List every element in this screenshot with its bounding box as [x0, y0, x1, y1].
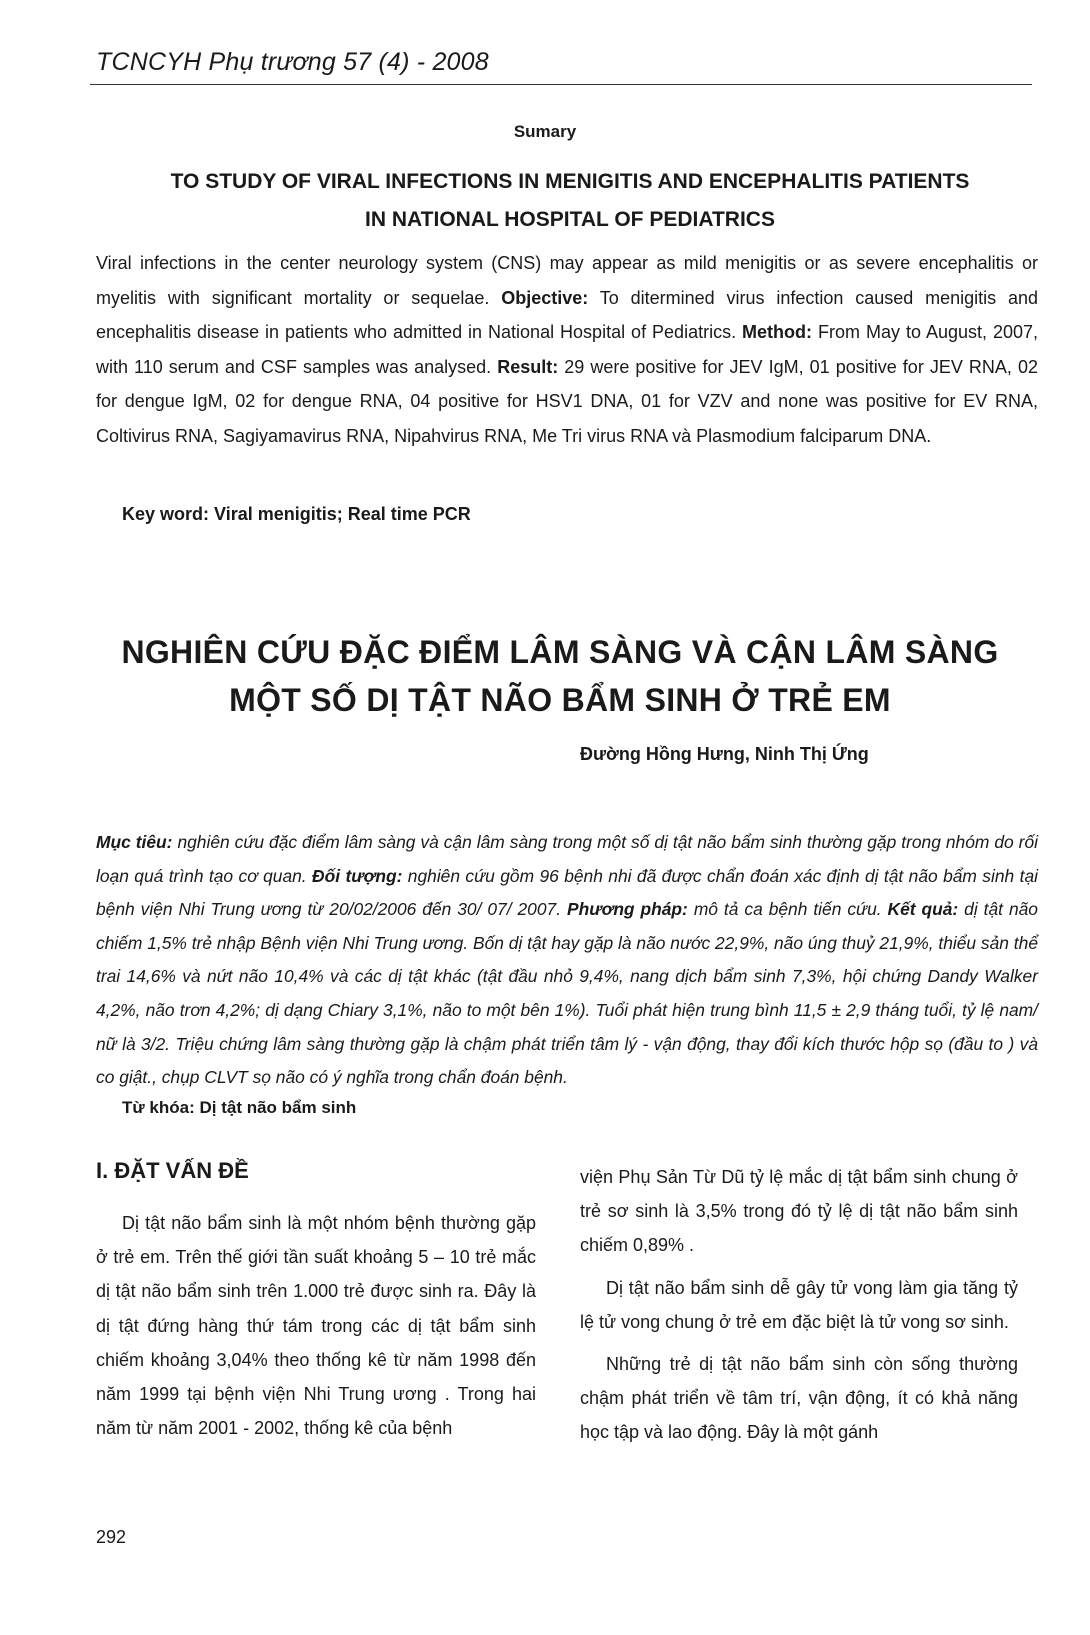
summary-method-label: Method: — [742, 322, 813, 342]
article-title-line-2: MỘT SỐ DỊ TẬT NÃO BẨM SINH Ở TRẺ EM — [229, 682, 891, 718]
summary-objective-label: Objective: — [501, 287, 589, 308]
abstract-method-label: Phương pháp: — [567, 899, 688, 920]
body-paragraph: viện Phụ Sản Từ Dũ tỷ lệ mắc dị tật bẩm sinh chung ở trẻ sơ sinh là 3,5% trong đó tỷ lệ dị tật não bẩm sinh chiếm 0,89% . — [580, 1167, 1018, 1256]
abstract-result-text: dị tật não chiếm 1,5% trẻ nhập Bệnh viện Nhi Trung ương. Bốn dị tật hay gặp là não nước 22,9%, não úng thuỷ 21,9%, thiểu sản thể trai 14,6% và nứt não 10,4% và các dị tật khác (tật đầu nhỏ 9,4%, nang dịch bẩm sinh 7,3%, hội chứng Dandy Walker 4,2%, não trơn 4,2%; dị dạng Chiary 3,1%, não to một bên 1%). Tuổi phát hiện trung bình 11,5 ± 2,9 tháng tuổi, tỷ lệ nam/ nữ là 3/2. Triệu chứng lâm sàng thường gặp là chậm phát triển tâm lý - vận động, thay đổi kích thước hộp sọ (đầu to ) và co giật., chụp CLVT sọ não có ý nghĩa trong chẩn đoán bệnh. — [96, 899, 1038, 1088]
abstract-objective-label: Mục tiêu: — [96, 832, 173, 852]
summary-title — [100, 163, 1040, 239]
summary-result-text: 29 were positive for JEV IgM, 01 positive for JEV RNA, 02 for dengue IgM, 02 for dengue RNA, 04 positive for HSV1 DNA, 01 for VZV and none was positive for EV RNA, Coltivirus RNA, Sagiyamavirus RNA, Nipahvirus RNA, Me Tri virus RNA và Plasmodium falciparum DNA. — [96, 356, 1038, 446]
abstract-subject-text: nghiên cứu gồm 96 bệnh nhi đã được chẩn đoán xác định dị tật não bẩm sinh tại bệnh viện Nhi Trung ương từ 20/02/2006 đến 30/ 07/ 2007. — [96, 865, 1038, 920]
summary-title-line-1: TO STUDY OF VIRAL INFECTIONS IN MENIGITIS AND ENCEPHALITIS PATIENTS — [170, 170, 970, 193]
article-title — [80, 628, 1040, 724]
body-column-left — [96, 1206, 536, 1453]
summary-intro: Viral infections in the center neurology system (CNS) may appear as mild menigitis or as severe encephalitis or myelitis with significant mortality or sequelae. — [96, 253, 1038, 308]
running-head: TCNCYH Phụ trương 57 (4) - 2008 — [96, 48, 489, 76]
article-title-line-1: NGHIÊN CỨU ĐẶC ĐIỂM LÂM SÀNG VÀ CẬN LÂM SÀNG — [121, 634, 999, 670]
body-paragraph: Dị tật não bẩm sinh dễ gây tử vong làm gia tăng tỷ lệ tử vong chung ở trẻ em đặc biệt là tử vong sơ sinh. — [580, 1277, 1018, 1332]
summary-title-line-2: IN NATIONAL HOSPITAL OF PEDIATRICS — [365, 208, 775, 231]
summary-abstract — [96, 246, 1038, 453]
article-authors: Đường Hồng Hưng, Ninh Thị Ứng — [580, 744, 869, 764]
section-heading: I. ĐẶT VẤN ĐỀ — [96, 1158, 249, 1183]
abstract-subject-label: Đối tượng: — [312, 865, 403, 886]
abstract-method-text: mô tả ca bệnh tiến cứu. — [687, 899, 888, 920]
summary-objective-text: To ditermined virus infection caused menigitis and encephalitis disease in patients who admitted in National Hospital of Pediatrics. — [96, 287, 1039, 342]
summary-result-label: Result: — [497, 356, 559, 377]
page-number: 292 — [96, 1527, 127, 1547]
abstract-objective-text: nghiên cứu đặc điểm lâm sàng và cận lâm sàng trong một số dị tật não bẩm sinh thường gặp trong nhóm do rối loạn quá trình tạo cơ quan. — [96, 832, 1038, 886]
abstract-result-label: Kết quả: — [887, 899, 959, 920]
article-abstract — [96, 826, 1038, 1095]
summary-label: Sumary — [513, 122, 577, 141]
body-paragraph: Những trẻ dị tật não bẩm sinh còn sống thường chậm phát triển về tâm trí, vận động, ít có khả năng học tập và lao động. Đây là một gánh — [580, 1354, 1018, 1443]
summary-method-text: From May to August, 2007, with 110 serum and CSF samples was analysed. — [96, 322, 1038, 377]
article-keyword: Từ khóa: Dị tật não bẩm sinh — [122, 1098, 357, 1117]
body-column-right — [580, 1160, 1018, 1458]
body-paragraph: Dị tật não bẩm sinh là một nhóm bệnh thường gặp ở trẻ em. Trên thế giới tần suất khoảng 5 – 10 trẻ mắc dị tật não bẩm sinh trên 1.000 trẻ được sinh ra. Đây là dị tật đứng hàng thứ tám trong các dị tật bẩm sinh chiếm khoảng 3,04% theo thống kê từ năm 1998 đến năm 1999 tại bệnh viện Nhi Trung ương . Trong hai năm từ năm 2001 - 2002, thống kê của bệnh — [96, 1213, 536, 1439]
header-rule — [90, 84, 1032, 85]
summary-keyword: Key word: Viral menigitis; Real time PCR — [122, 504, 471, 524]
